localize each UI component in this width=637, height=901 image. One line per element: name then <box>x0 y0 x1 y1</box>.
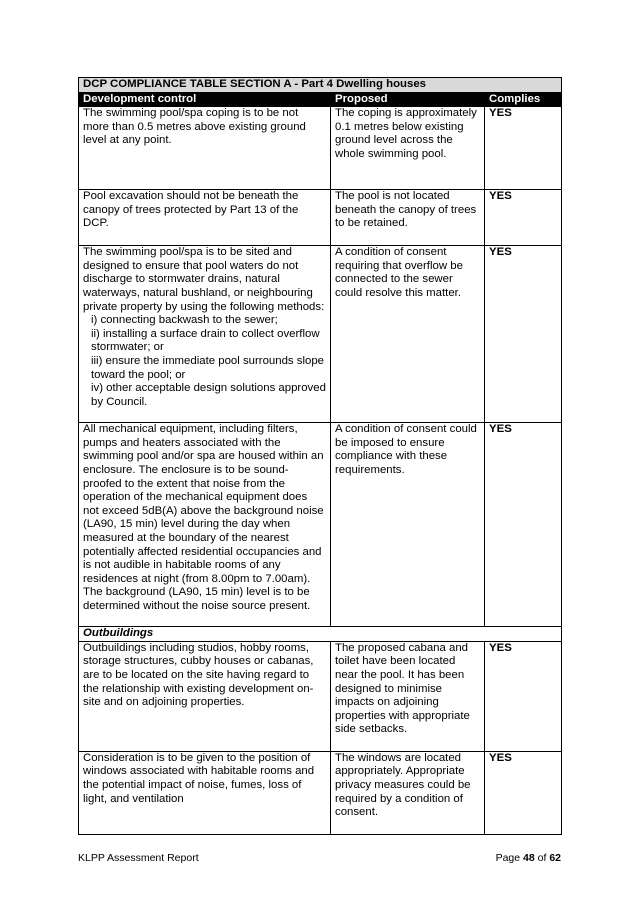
method-item: ii) installing a surface drain to collect overflow stormwater; or <box>91 327 320 354</box>
control-cell: Consideration is to be given to the position of windows associated with habitable rooms and the potential impact of noise, fumes, loss of light, and ventilation <box>79 751 331 834</box>
method-item: iii) ensure the immediate pool surrounds slope toward the pool; or <box>91 354 324 381</box>
control-cell: Outbuildings including studios, hobby rooms, storage structures, cubby houses or cabanas, are to be located on the site having regard to the relationship with existing development on-site and on adjoining properties. <box>79 641 331 751</box>
control-cell: The swimming pool/spa is to be sited and designed to ensure that pool waters do not discharge to stormwater drains, natural waterways, natural bushland, or neighbouring private property by using the following methods: i) connecting backwash to the sewer; ii) installing a surface drain to collect overflow stormwater; or iii) ensure the immediate pool surrounds slope toward the pool; or iv) other acceptable design solutions approved by Council. <box>79 246 331 423</box>
proposed-cell: The windows are located appropriately. Appropriate privacy measures could be required by a condition of consent. <box>331 751 485 834</box>
table-title-row <box>79 78 562 93</box>
complies-cell: YES <box>485 641 562 751</box>
table-row <box>79 423 562 627</box>
proposed-cell: The coping is approximately 0.1 metres below existing ground level across the whole swimming pool. <box>331 107 485 190</box>
method-item: iv) other acceptable design solutions approved by Council. <box>91 382 326 408</box>
proposed-cell: A condition of consent requiring that overflow be connected to the sewer could resolve this matter. <box>331 246 485 423</box>
control-cell: The swimming pool/spa coping is to be not more than 0.5 metres above existing ground level at any point. <box>79 107 331 190</box>
table-row <box>79 190 562 246</box>
table-title: DCP COMPLIANCE TABLE SECTION A - Part 4 Dwelling houses <box>79 78 562 93</box>
proposed-cell: The proposed cabana and toilet have been located near the pool. It has been designed to minimise impacts on adjoining properties with appropriate side setbacks. <box>331 641 485 751</box>
complies-cell: YES <box>485 423 562 627</box>
control-cell: Pool excavation should not be beneath the canopy of trees protected by Part 13 of the DCP. <box>79 190 331 246</box>
control-cell: All mechanical equipment, including filters, pumps and heaters associated with the swimming pool and/or spa are housed within an enclosure. The enclosure is to be sound-proofed to the extent that noise from the operation of the mechanical equipment does not exceed 5dB(A) above the background noise (LA90, 15 min) level during the day when measured at the boundary of the nearest potentially affected residential occupancies and is not audible in habitable rooms of any residences at night (from 8.00pm to 7.00am). The background (LA90, 15 min) level is to be determined without the noise source present. <box>79 423 331 627</box>
table-row <box>79 641 562 751</box>
method-item: i) connecting backwash to the sewer; <box>91 314 278 327</box>
dcp-compliance-table <box>78 77 562 835</box>
header-complies: Complies <box>485 92 562 107</box>
complies-cell: YES <box>485 190 562 246</box>
table-row <box>79 751 562 834</box>
header-development-control: Development control <box>79 92 331 107</box>
table-row <box>79 246 562 423</box>
complies-cell: YES <box>485 751 562 834</box>
footer-report-name: KLPP Assessment Report <box>78 852 199 864</box>
proposed-cell: The pool is not located beneath the canopy of trees to be retained. <box>331 190 485 246</box>
footer-page-number: Page 48 of 62 <box>495 852 561 864</box>
proposed-cell: A condition of consent could be imposed to ensure compliance with these requirements. <box>331 423 485 627</box>
header-proposed: Proposed <box>331 92 485 107</box>
table-header-row <box>79 92 562 107</box>
section-row-outbuildings <box>79 627 562 642</box>
complies-cell: YES <box>485 246 562 423</box>
section-heading: Outbuildings <box>79 627 562 642</box>
complies-cell: YES <box>485 107 562 190</box>
table-row <box>79 107 562 190</box>
